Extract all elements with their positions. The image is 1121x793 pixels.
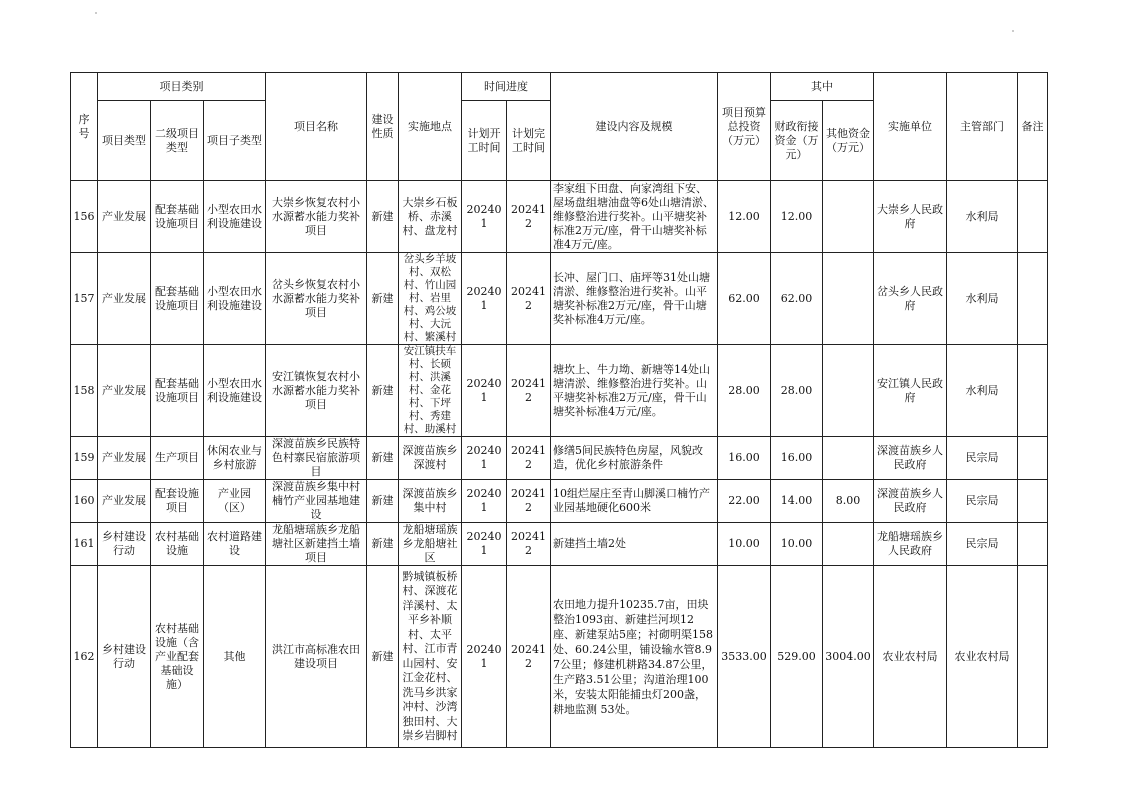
cell-content: 塘坎上、牛力坳、新塘等14处山塘清淤、维修整治进行奖补。山平塘奖补标准2万元/座，骨干山塘奖补标准4万元/座。: [551, 345, 718, 437]
cell-fiscal: 12.00: [771, 181, 823, 253]
cell-fiscal: 16.00: [771, 437, 823, 480]
cell-budget: 22.00: [718, 480, 771, 523]
cell-other: 8.00: [823, 480, 874, 523]
cell-remark: [1018, 566, 1048, 748]
cell-budget: 16.00: [718, 437, 771, 480]
cell-name: 洪江市高标准农田建设项目: [266, 566, 367, 748]
header-content: 建设内容及规模: [551, 73, 718, 181]
cell-content: 长冲、屋门口、庙坪等31处山塘清淤、维修整治进行奖补。山平塘奖补标准2万元/座，骨干山塘奖补标准4万元/座。: [551, 253, 718, 345]
cell-fiscal: 62.00: [771, 253, 823, 345]
cell-fiscal: 10.00: [771, 523, 823, 566]
cell-other: [823, 181, 874, 253]
cell-seq: 161: [71, 523, 98, 566]
cell-sub: 配套基础设施项目: [151, 345, 204, 437]
cell-dept: 水利局: [947, 253, 1018, 345]
header-cat-sub: 二级项目类型: [151, 101, 204, 181]
cell-sub: 农村基础设施: [151, 523, 204, 566]
cell-sub: 生产项目: [151, 437, 204, 480]
header-unit: 实施单位: [874, 73, 947, 181]
cell-type: 产业发展: [98, 253, 151, 345]
cell-type: 产业发展: [98, 437, 151, 480]
cell-dept: 民宗局: [947, 437, 1018, 480]
header-row-1: [71, 73, 1048, 101]
cell-remark: [1018, 181, 1048, 253]
table-row: [71, 437, 1048, 480]
scan-speck: [1012, 30, 1014, 32]
cell-end: 202412: [507, 345, 551, 437]
cell-unit: 岔头乡人民政府: [874, 253, 947, 345]
cell-child: 农村道路建设: [204, 523, 266, 566]
header-cat-child: 项目子类型: [204, 101, 266, 181]
cell-content: 10组烂屋庄至青山脚溪口楠竹产业园基地硬化600米: [551, 480, 718, 523]
header-dept: 主管部门: [947, 73, 1018, 181]
header-start: 计划开工时间: [462, 101, 507, 181]
cell-name: 岔头乡恢复农村小水源蓄水能力奖补项目: [266, 253, 367, 345]
cell-location: 黔城镇板桥村、深渡花洋溪村、太平乡补顺村、太平村、江市青山园村、安江金花村、洗马乡洪家冲村、沙湾独田村、大崇乡岩脚村: [399, 566, 462, 748]
header-budget: 项目预算总投资（万元）: [718, 73, 771, 181]
cell-dept: 水利局: [947, 345, 1018, 437]
table-row: [71, 253, 1048, 345]
cell-sub: 农村基础设施（含产业配套基础设施）: [151, 566, 204, 748]
cell-content: 新建挡土墙2处: [551, 523, 718, 566]
cell-remark: [1018, 480, 1048, 523]
cell-seq: 156: [71, 181, 98, 253]
cell-dept: 民宗局: [947, 480, 1018, 523]
cell-type: 产业发展: [98, 345, 151, 437]
cell-end: 202412: [507, 480, 551, 523]
cell-unit: 大崇乡人民政府: [874, 181, 947, 253]
cell-start: 202401: [462, 480, 507, 523]
cell-content: 李家组下田盘、向家湾组下安、屋场盘组塘油盘等6处山塘清淤、维修整治进行奖补。山平塘奖补标准2万元/座，骨干山塘奖补标准4万元/座。: [551, 181, 718, 253]
cell-start: 202401: [462, 181, 507, 253]
cell-type: 乡村建设行动: [98, 566, 151, 748]
cell-nature: 新建: [367, 345, 399, 437]
cell-seq: 160: [71, 480, 98, 523]
cell-type: 产业发展: [98, 181, 151, 253]
cell-other: 3004.00: [823, 566, 874, 748]
cell-dept: 民宗局: [947, 523, 1018, 566]
cell-fiscal: 14.00: [771, 480, 823, 523]
cell-name: 深渡苗族乡民族特色村寨民宿旅游项目: [266, 437, 367, 480]
cell-location: 岔头乡羊坡村、双松村、竹山园村、岩里村、鸡公坡村、大沅村、繁溪村: [399, 253, 462, 345]
cell-name: 安江镇恢复农村小水源蓄水能力奖补项目: [266, 345, 367, 437]
header-remark: 备注: [1018, 73, 1048, 181]
cell-other: [823, 523, 874, 566]
cell-location: 大崇乡石板桥、赤溪村、盘龙村: [399, 181, 462, 253]
cell-end: 202412: [507, 566, 551, 748]
header-nature: 建设性质: [367, 73, 399, 181]
cell-other: [823, 345, 874, 437]
cell-sub: 配套设施项目: [151, 480, 204, 523]
cell-unit: 深渡苗族乡人民政府: [874, 480, 947, 523]
table-row: [71, 345, 1048, 437]
header-time-group: 时间进度: [462, 73, 551, 101]
header-end: 计划完工时间: [507, 101, 551, 181]
cell-remark: [1018, 345, 1048, 437]
cell-location: 龙船塘瑶族乡龙船塘社区: [399, 523, 462, 566]
cell-child: 产业园（区）: [204, 480, 266, 523]
cell-remark: [1018, 437, 1048, 480]
cell-name: 龙船塘瑶族乡龙船塘社区新建挡土墙项目: [266, 523, 367, 566]
cell-budget: 3533.00: [718, 566, 771, 748]
cell-dept: 水利局: [947, 181, 1018, 253]
cell-start: 202401: [462, 437, 507, 480]
cell-location: 深渡苗族乡深渡村: [399, 437, 462, 480]
cell-budget: 62.00: [718, 253, 771, 345]
cell-unit: 农业农村局: [874, 566, 947, 748]
cell-nature: 新建: [367, 181, 399, 253]
cell-other: [823, 437, 874, 480]
cell-end: 202412: [507, 523, 551, 566]
cell-other: [823, 253, 874, 345]
cell-start: 202401: [462, 566, 507, 748]
cell-nature: 新建: [367, 480, 399, 523]
cell-dept: 农业农村局: [947, 566, 1018, 748]
cell-child: 休闲农业与乡村旅游: [204, 437, 266, 480]
cell-fiscal: 28.00: [771, 345, 823, 437]
cell-unit: 深渡苗族乡人民政府: [874, 437, 947, 480]
table-row: [71, 566, 1048, 748]
cell-child: 小型农田水利设施建设: [204, 345, 266, 437]
cell-sub: 配套基础设施项目: [151, 181, 204, 253]
scan-speck: [95, 12, 97, 14]
cell-end: 202412: [507, 437, 551, 480]
cell-budget: 10.00: [718, 523, 771, 566]
cell-nature: 新建: [367, 566, 399, 748]
header-fiscal: 财政衔接资金（万元）: [771, 101, 823, 181]
cell-seq: 157: [71, 253, 98, 345]
header-location: 实施地点: [399, 73, 462, 181]
cell-start: 202401: [462, 345, 507, 437]
cell-child: 小型农田水利设施建设: [204, 181, 266, 253]
cell-child: 小型农田水利设施建设: [204, 253, 266, 345]
cell-nature: 新建: [367, 253, 399, 345]
cell-end: 202412: [507, 181, 551, 253]
cell-unit: 安江镇人民政府: [874, 345, 947, 437]
cell-location: 安江镇扶车村、长硕村、洪溪村、金花村、下坪村、秀建村、助溪村: [399, 345, 462, 437]
cell-budget: 28.00: [718, 345, 771, 437]
cell-seq: 162: [71, 566, 98, 748]
cell-nature: 新建: [367, 437, 399, 480]
table-row: [71, 523, 1048, 566]
cell-name: 深渡苗族乡集中村楠竹产业园基地建设: [266, 480, 367, 523]
header-fund-group: 其中: [771, 73, 874, 101]
header-category-group: 项目类别: [98, 73, 266, 101]
header-name: 项目名称: [266, 73, 367, 181]
cell-remark: [1018, 523, 1048, 566]
cell-seq: 158: [71, 345, 98, 437]
cell-nature: 新建: [367, 523, 399, 566]
cell-start: 202401: [462, 523, 507, 566]
cell-content: 修缮5间民族特色房屋，风貌改造，优化乡村旅游条件: [551, 437, 718, 480]
table-row: [71, 480, 1048, 523]
cell-type: 乡村建设行动: [98, 523, 151, 566]
header-cat-type: 项目类型: [98, 101, 151, 181]
cell-type: 产业发展: [98, 480, 151, 523]
cell-fiscal: 529.00: [771, 566, 823, 748]
cell-end: 202412: [507, 253, 551, 345]
cell-content: 农田地力提升10235.7亩，田块整治1093亩、新建拦河坝12座、新建泵站5座；衬砌明渠158处、60.24公里，铺设输水管8.97公里；修建机耕路34.87公里，生产路3.51公里；沟道治理100米，安装太阳能捕虫灯200盏，耕地监测 53处。: [551, 566, 718, 748]
cell-start: 202401: [462, 253, 507, 345]
header-other: 其他资金（万元）: [823, 101, 874, 181]
cell-location: 深渡苗族乡集中村: [399, 480, 462, 523]
cell-name: 大崇乡恢复农村小水源蓄水能力奖补项目: [266, 181, 367, 253]
table-row: [71, 181, 1048, 253]
cell-child: 其他: [204, 566, 266, 748]
cell-sub: 配套基础设施项目: [151, 253, 204, 345]
cell-unit: 龙船塘瑶族乡人民政府: [874, 523, 947, 566]
cell-budget: 12.00: [718, 181, 771, 253]
cell-seq: 159: [71, 437, 98, 480]
header-seq: 序号: [71, 73, 98, 181]
project-table: [70, 72, 1048, 748]
cell-remark: [1018, 253, 1048, 345]
